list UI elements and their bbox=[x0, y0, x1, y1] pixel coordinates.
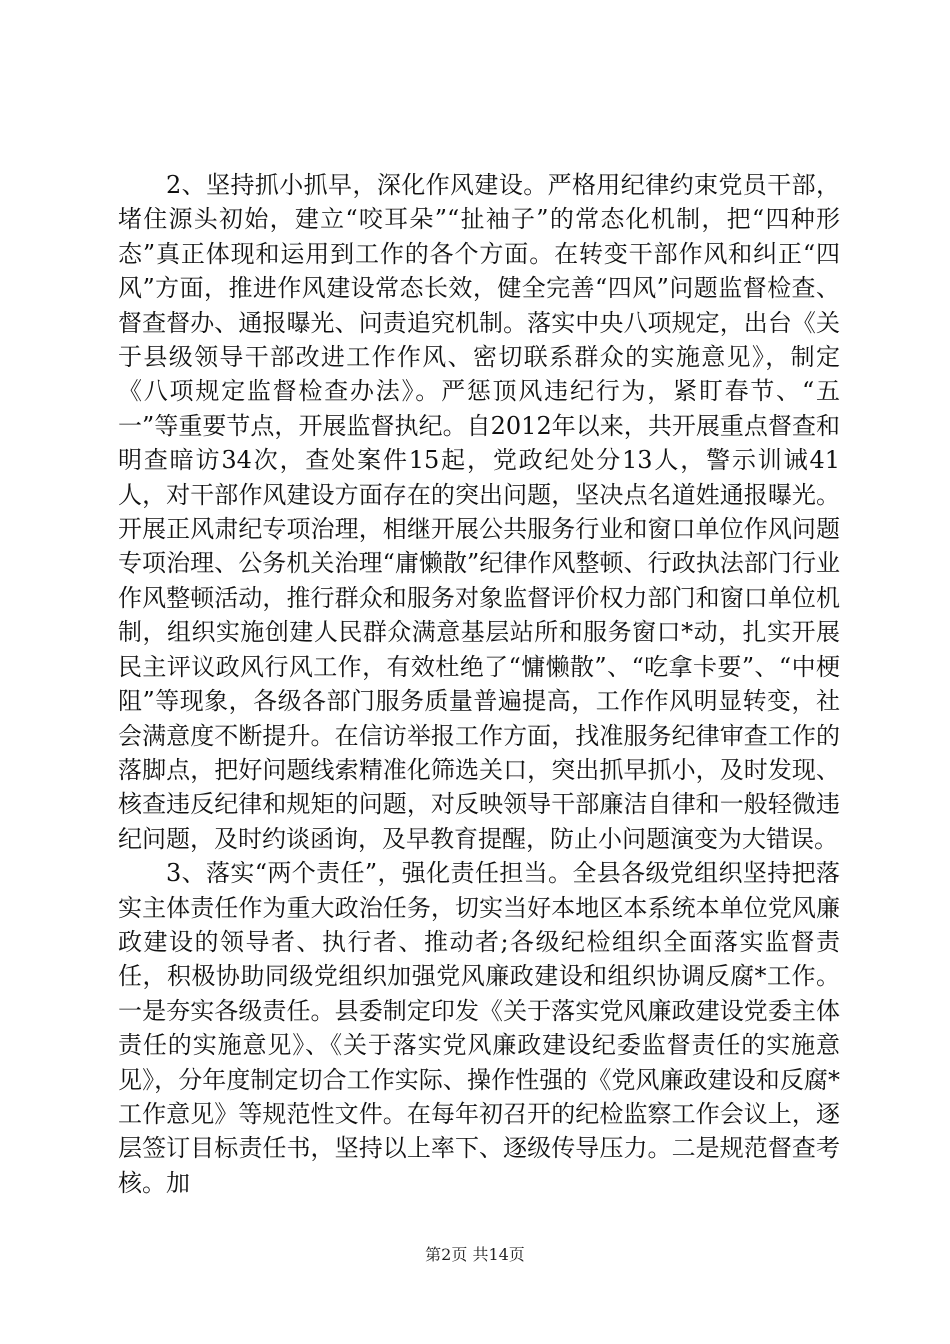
paragraph-3: 3、落实“两个责任”，强化责任担当。全县各级党组织坚持把落实主体责任作为重大政治任务，切实当好本地区本系统本单位党风廉政建设的领导者、执行者、推动者;各级纪检组织全面落实监督责任，积极协助同级党组织加强党风廉政建设和组织协调反腐*工作。一是夯实各级责任。县委制定印发《关于落实党风廉政建设党委主体责任的实施意见》、《关于落实党风廉政建设纪委监督责任的实施意见》，分年度制定切合工作实际、操作性强的《党风廉政建设和反腐*工作意见》等规范性文件。在每年初召开的纪检监察工作会议上，逐层签订目标责任书，坚持以上率下、逐级传导压力。二是规范督查考核。加 bbox=[118, 859, 840, 1197]
paragraph-2: 2、坚持抓小抓早，深化作风建设。严格用纪律约束党员干部，堵住源头初始，建立“咬耳朵”“扯袖子”的常态化机制，把“四种形态”真正体现和运用到工作的各个方面。在转变干部作风和纠正“四风”方面，推进作风建设常态长效，健全完善“四风”问题监督检查、督查督办、通报曝光、问责追究机制。落实中央八项规定，出台《关于县级领导干部改进工作作风、密切联系群众的实施意见》，制定《八项规定监督检查办法》。严惩顶风违纪行为，紧盯春节、“五一”等重要节点，开展监督执纪。自2012年以来，共开展重点督查和明查暗访34次，查处案件15起，党政纪处分13人，警示训诫41人，对干部作风建设方面存在的突出问题，坚决点名道姓通报曝光。开展正风肃纪专项治理，相继开展公共服务行业和窗口单位作风问题专项治理、公务机关治理“庸懒散”纪律作风整顿、行政执法部门行业作风整顿活动，推行群众和服务对象监督评价权力部门和窗口单位机制，组织实施创建人民群众满意基层站所和服务窗口*动，扎实开展民主评议政风行风工作，有效杜绝了“慵懒散”、“吃拿卡要”、“中梗阻”等现象，各级各部门服务质量普遍提高，工作作风明显转变，社会满意度不断提升。在信访举报工作方面，找准服务纪律审查工作的落脚点，把好问题线索精准化筛选关口，突出抓早抓小，及时发现、核查违反纪律和规矩的问题，对反映领导干部廉洁自律和一般轻微违纪问题，及时约谈函询，及早教育提醒，防止小问题演变为大错误。 bbox=[118, 171, 840, 853]
document-body bbox=[118, 168, 840, 1200]
page-number-footer: 第2页 共14页 bbox=[425, 1245, 525, 1264]
